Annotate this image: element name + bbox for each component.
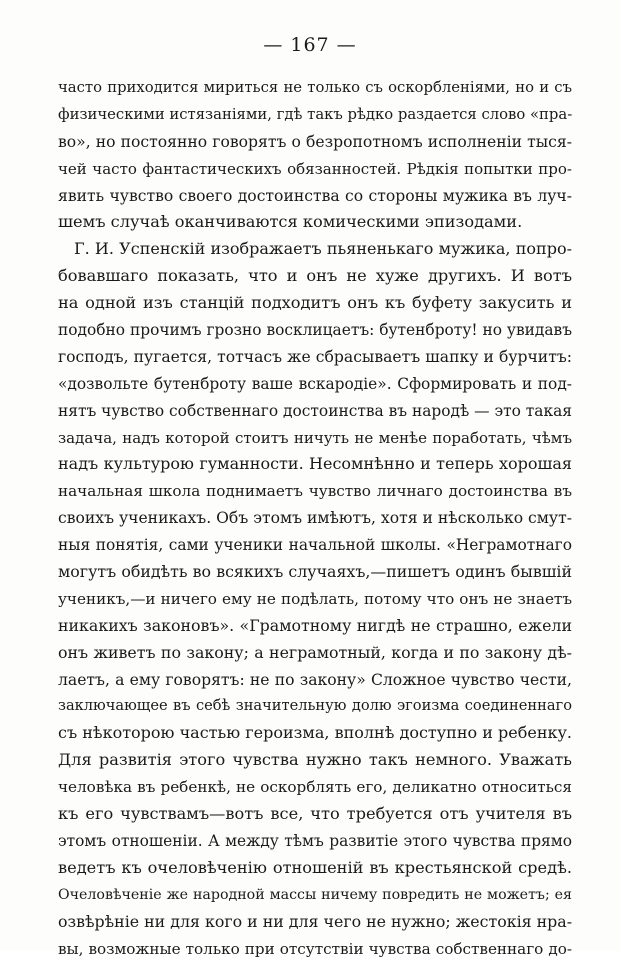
text-line: Очеловѣченіе же народной массы ничему повредить не можетъ; ея [58,882,572,909]
text-line: лаетъ, а ему говорятъ: не по закону» Сложное чувство чести, [58,667,572,694]
text-line: начальная школа поднимаетъ чувство личнаго достоинства въ [58,478,572,505]
text-line: чей часто фантастическихъ обязанностей. Рѣдкія попытки про- [58,156,572,183]
text-line: съ нѣкоторою частью героизма, вполнѣ доступно и ребенку. [58,720,572,747]
text-line: вы, возможные только при отсутствіи чувства собственнаго до- [58,936,572,962]
text-line: явить чувство своего достоинства со стороны мужика въ луч- [58,183,572,210]
page-number: — 167 — [0,34,620,56]
text-line: ведетъ къ очеловѣченію отношеній въ крестьянской средѣ. [58,855,572,882]
text-line: человѣка въ ребенкѣ, не оскорблять его, деликатно относиться [58,774,572,801]
text-line: ныя понятія, сами ученики начальной школы. «Неграмотнаго [58,532,572,559]
text-line: подобно прочимъ грозно восклицаетъ: бутенброту! но увидавъ [58,317,572,344]
text-line: шемъ случаѣ оканчиваются комическими эпизодами. [58,209,572,236]
text-line: своихъ ученикахъ. Объ этомъ имѣютъ, хотя и нѣсколько смут- [58,505,572,532]
text-line: этомъ отношеніи. А между тѣмъ развитіе этого чувства прямо [58,828,572,855]
text-line: часто приходится мириться не только съ оскорбленіями, но и съ [58,75,572,102]
text-line: ученикъ,—и ничего ему не подѣлать, потому что онъ не знаетъ [58,586,572,613]
text-line: на одной изъ станцій подходитъ онъ къ буфету закусить и [58,290,572,317]
text-line: бовавшаго показать, что и онъ не хуже другихъ. И вотъ [58,263,572,290]
text-line: физическими истязаніями, гдѣ такъ рѣдко раздается слово «пра- [58,102,572,129]
body-text [58,75,572,962]
text-line: никакихъ законовъ». «Грамотному нигдѣ не страшно, ежели [58,613,572,640]
text-line: задача, надъ которой стоитъ ничуть не менѣе поработать, чѣмъ [58,425,572,452]
text-line: онъ живетъ по закону; а неграмотный, когда и по закону дѣ- [58,640,572,667]
text-line: Г. И. Успенскій изображаетъ пьяненькаго мужика, попро- [58,236,572,263]
text-line: могутъ обидѣть во всякихъ случаяхъ,—пишетъ одинъ бывшій [58,559,572,586]
text-line: озвѣрѣніе ни для кого и ни для чего не нужно; жестокія нра- [58,909,572,936]
text-line: во», но постоянно говорятъ о безропотномъ исполненіи тыся- [58,129,572,156]
text-line: Для развитія этого чувства нужно такъ немного. Уважать [58,747,572,774]
text-line: заключающее въ себѣ значительную долю эгоизма соединеннаго [58,693,572,720]
text-line: къ его чувствамъ—вотъ все, что требуется отъ учителя въ [58,801,572,828]
text-line: «дозвольте бутенброту ваше вскародіе». Сформировать и под- [58,371,572,398]
text-line: нятъ чувство собственнаго достоинства въ народѣ — это такая [58,398,572,425]
text-line: надъ культурою гуманности. Несомнѣнно и теперь хорошая [58,451,572,478]
text-line: господъ, пугается, тотчасъ же сбрасываетъ шапку и бурчитъ: [58,344,572,371]
